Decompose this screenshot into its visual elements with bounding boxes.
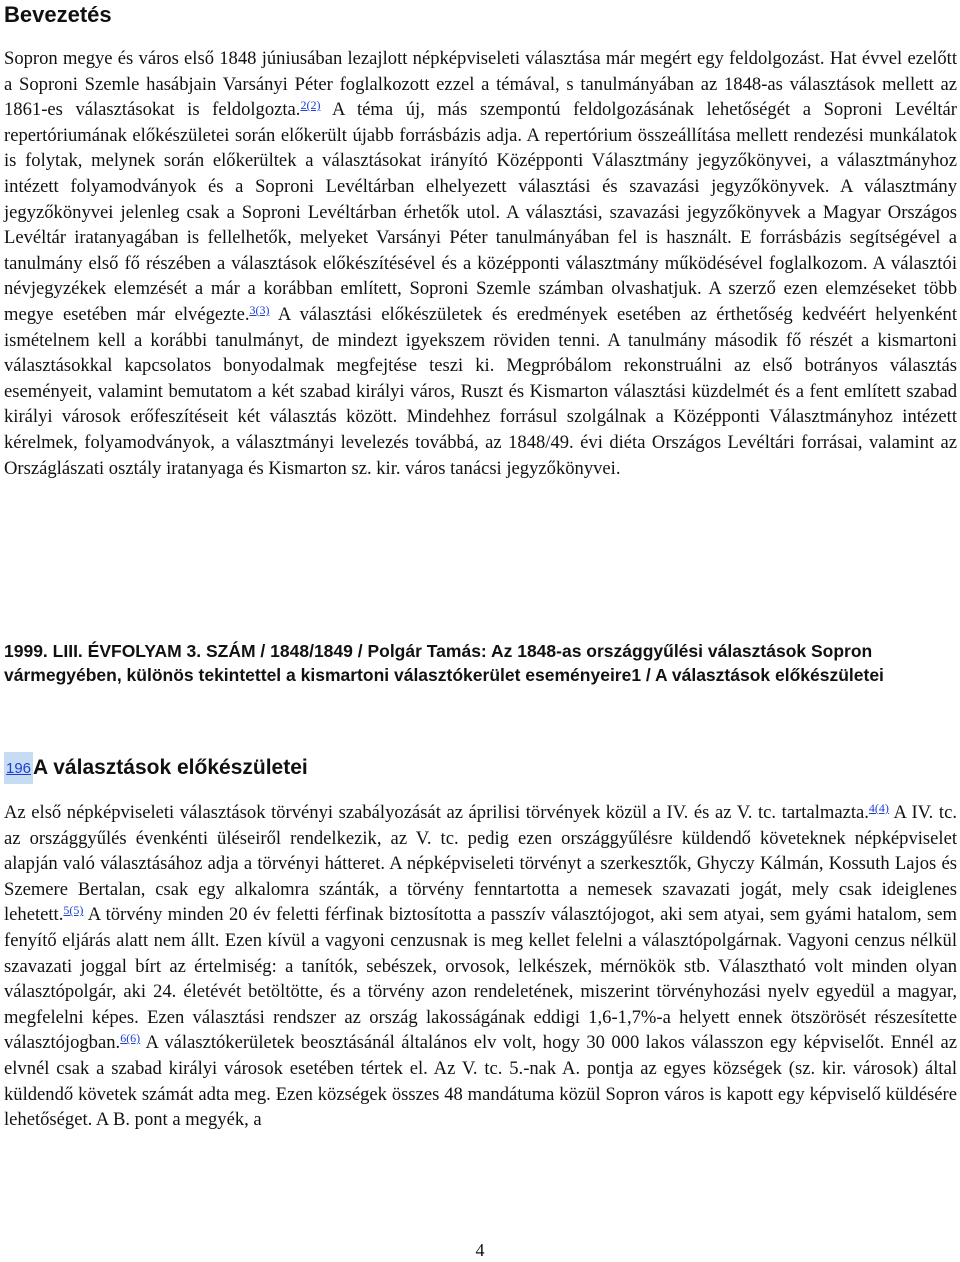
page-anchor-link[interactable]: 196 [4,752,33,784]
footnote-link[interactable]: 6(6) [120,1031,141,1046]
body-paragraph [4,800,957,1133]
subsection-heading [4,752,308,784]
paragraph-text: Az első népképviseleti választások törvényi szabályozását az áprilisi törvények közül a IV. és az V. tc. tartalmazta. [4,802,869,823]
page-number: 4 [475,1240,485,1260]
paragraph-text: A törvény minden 20 év feletti férfinak biztosította a passzív választójogot, aki sem atyai, sem gyámi hatalom, sem fenyítő eljárás alatt nem állt. Ezen kívül a vagyoni cenzusnak is meg kellet felelni a választópolgárnak. Vagyoni cenzus nélkül szavazati joggal bírt az értelmiség: a tanítók, sebészek, orvosok, lelkészek, mérnökök stb. Választható volt minden olyan választópolgár, aki 24. életévét betöltötte, és a törvény azon rendeletének, miszerint törvényhozási nyelv egyedül a magyar, megfelelni képes. Ezen választási rendszer az ország lakosságának eddigi 1,6-1,7%-a helyett ennek ötszörösét részesítette választójogban. [4,904,957,1054]
paragraph-text: A választókerületek beosztásánál általános elv volt, hogy 30 000 lakos válasszon egy képviselőt. Ennél az elvnél csak a szabad királyi városok esetében tértek el. Az V. tc. 5.-nak A. pontja az egyes községek (sz. kir. városok) által küldendő követek számát adta meg. Ezen községek összes 48 mandátuma közül Sopron város is kapott egy képviselő küldésére lehetőséget. A B. pont a megyék, a [4,1032,957,1131]
paragraph-text: A téma új, más szempontú feldolgozásának lehetőségét a Soproni Levéltár repertóriumának előkészületei során előkerült újabb forrásbázis adja. A repertórium összeállítása mellett rendezési munkálatok is folytak, melynek során előkerültek a választásokat irányító Középponti Választmány jegyzőkönyvei, a választmányhoz intézett folyamodványok és a Soproni Levéltárban elhelyezett választási és szavazási jegyzőkönyvek. A választmány jegyzőkönyvei jelenleg csak a Soproni Levéltárban érhetők utol. A választási, szavazási jegyzőkönyvek a Magyar Országos Levéltár iratanyagában is fellelhetők, melyeket Varsányi Péter tanulmányában fel is használt. E forrásbázis segítségével a tanulmány első fő részében a választások előkészítésével és a középponti választmány működésével foglalkozom. A választói névjegyzékek elemzését a már a korábban említett, Soproni Szemle számban olvashatjuk. A szerző ezen elemzéseket több megye esetében már elvégezte. [4,99,957,325]
paragraph-text: A választási előkészületek és eredmények esetében az érthetőség kedvéért helyenként ismételnem kell a korábbi tanulmányt, de mindezt igyekszem röviden tenni. A tanulmány második fő részét a kismartoni választásokkal kapcsolatos bonyodalmak megfejtése teszi ki. Megpróbálom rekonstruálni az első botrányos választás eseményeit, valamint bemutatom a két szabad királyi város, Ruszt és Kismarton választási küzdelmét és a fent említett szabad királyi városok erőfeszítéseit két választás között. Mindehhez forrásul szolgálnak a Középponti Választmányhoz intézett kérelmek, folyamodványok, a választmányi levelezés továbbá, az 1848/49. évi diéta Országos Levéltári forrásai, valamint az Országlászati osztály iratanyaga és Kismarton sz. kir. város tanácsi jegyzőkönyvei. [4,303,957,479]
paragraph-text: Sopron megye és város első 1848 júniusában lezajlott népképviseleti választása már megért egy feldolgozást. Hat évvel ezelőtt a Soproni Szemle hasábjain Varsányi Péter foglalkozott ezzel a témával, s tanulmányában az 1848-as választások mellett az 1861-es választásokat is feldolgozta. [4,48,957,121]
footnote-link[interactable]: 4(4) [868,801,889,815]
footnote-link[interactable]: 2(2) [300,98,321,113]
subsection-title: A választások előkészületei [33,756,308,779]
article-meta-title: 1999. LIII. ÉVFOLYAM 3. SZÁM / 1848/1849 / Polgár Tamás: Az 1848-as országgyűlési választások Sopron vármegyében, különös tekintettel a kismartoni választókerület eseményeire1 / A választások előkészületei [4,641,884,685]
footnote-link[interactable]: 3(3) [249,302,270,317]
section-heading: Bevezetés [4,2,112,27]
footnote-link[interactable]: 5(5) [63,903,84,918]
intro-paragraph [4,46,957,481]
paragraph-text: A IV. tc. az országgyűlés évenkénti üléseiről rendelkezik, az V. tc. pedig ezen országgyűlésre küldendő követeknek népképviselet alapján való választásához adja a törvényi hátteret. A népképviseleti törvényt a szerkesztők, Ghyczy Kálmán, Kossuth Lajos és Szemere Bertalan, csak egy alkalomra szánták, a törvény fenntartotta a nemesek szavazati jogát, mely csak ideiglenes lehetett. [4,802,957,926]
